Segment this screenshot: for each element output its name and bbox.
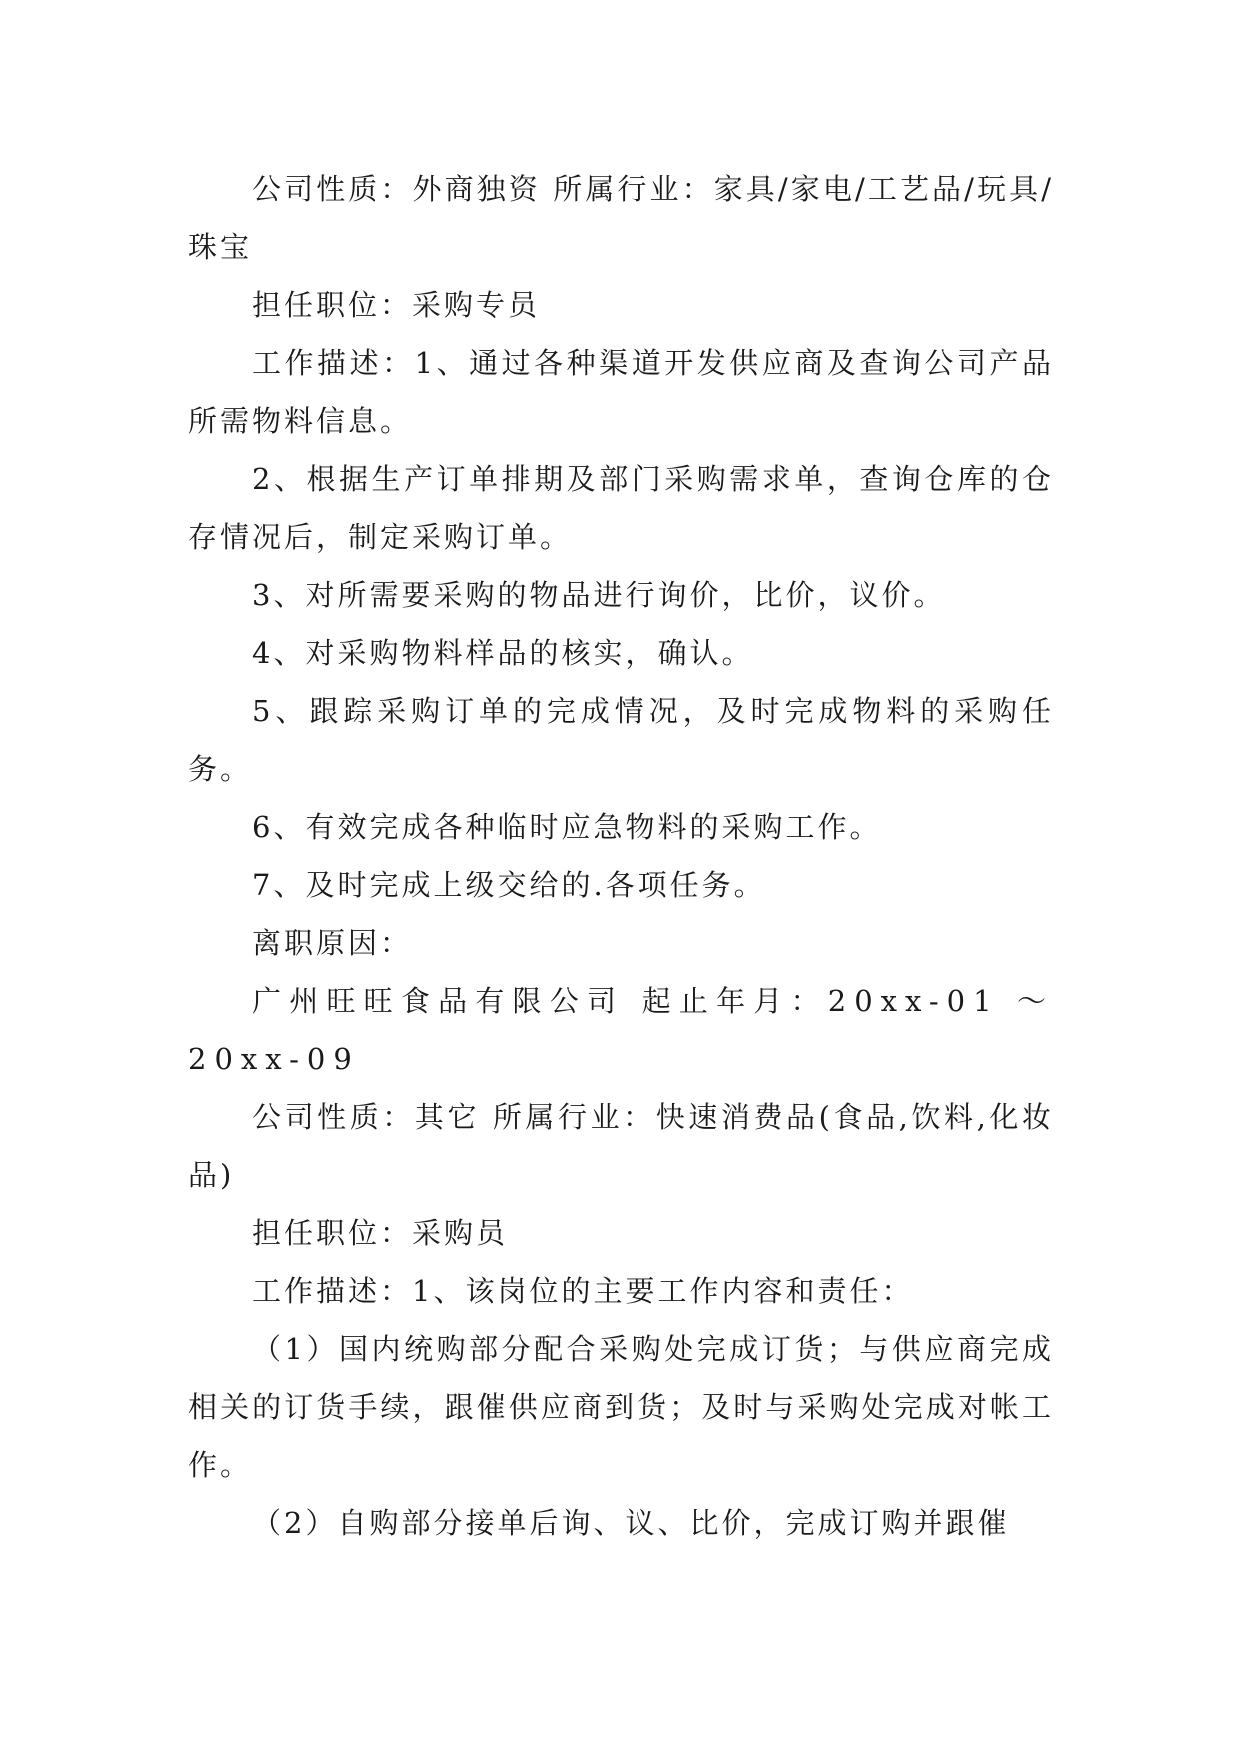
paragraph-job-description-1: 工作描述：1、通过各种渠道开发供应商及查询公司产品所需物料信息。 bbox=[188, 346, 1054, 438]
paragraph-leave-reason: 离职原因： bbox=[252, 926, 413, 960]
document-body bbox=[188, 160, 1054, 1552]
paragraph-company-nature-2: 公司性质：其它 所属行业：快速消费品(食品,饮料,化妆品) bbox=[188, 1100, 1054, 1192]
paragraph-company-employer-2: 广州旺旺食品有限公司 起止年月：20xx-01 ～ 20xx-09 bbox=[188, 984, 1054, 1076]
paragraph-duty-5: 5、跟踪采购订单的完成情况，及时完成物料的采购任务。 bbox=[188, 694, 1054, 786]
paragraph-duty-3: 3、对所需要采购的物品进行询价，比价，议价。 bbox=[252, 578, 946, 612]
paragraph-duty-7: 7、及时完成上级交给的.各项任务。 bbox=[252, 868, 766, 902]
paragraph-job-description-2: 工作描述：1、该岗位的主要工作内容和责任： bbox=[252, 1274, 914, 1308]
paragraph-responsibility-1: （1）国内统购部分配合采购处完成订货；与供应商完成相关的订货手续，跟催供应商到货；及时与采购处完成对帐工作。 bbox=[188, 1332, 1054, 1482]
paragraph-duty-6: 6、有效完成各种临时应急物料的采购工作。 bbox=[252, 810, 882, 844]
paragraph-duty-4: 4、对采购物料样品的核实，确认。 bbox=[252, 636, 754, 670]
paragraph-company-nature-1: 公司性质：外商独资 所属行业：家具/家电/工艺品/玩具/珠宝 bbox=[188, 172, 1054, 264]
paragraph-position-2: 担任职位：采购员 bbox=[252, 1216, 509, 1250]
paragraph-responsibility-2: （2）自购部分接单后询、议、比价，完成订购并跟催 bbox=[252, 1506, 1010, 1540]
paragraph-duty-2: 2、根据生产订单排期及部门采购需求单，查询仓库的仓存情况后，制定采购订单。 bbox=[188, 462, 1054, 554]
paragraph-position-1: 担任职位：采购专员 bbox=[252, 288, 541, 322]
